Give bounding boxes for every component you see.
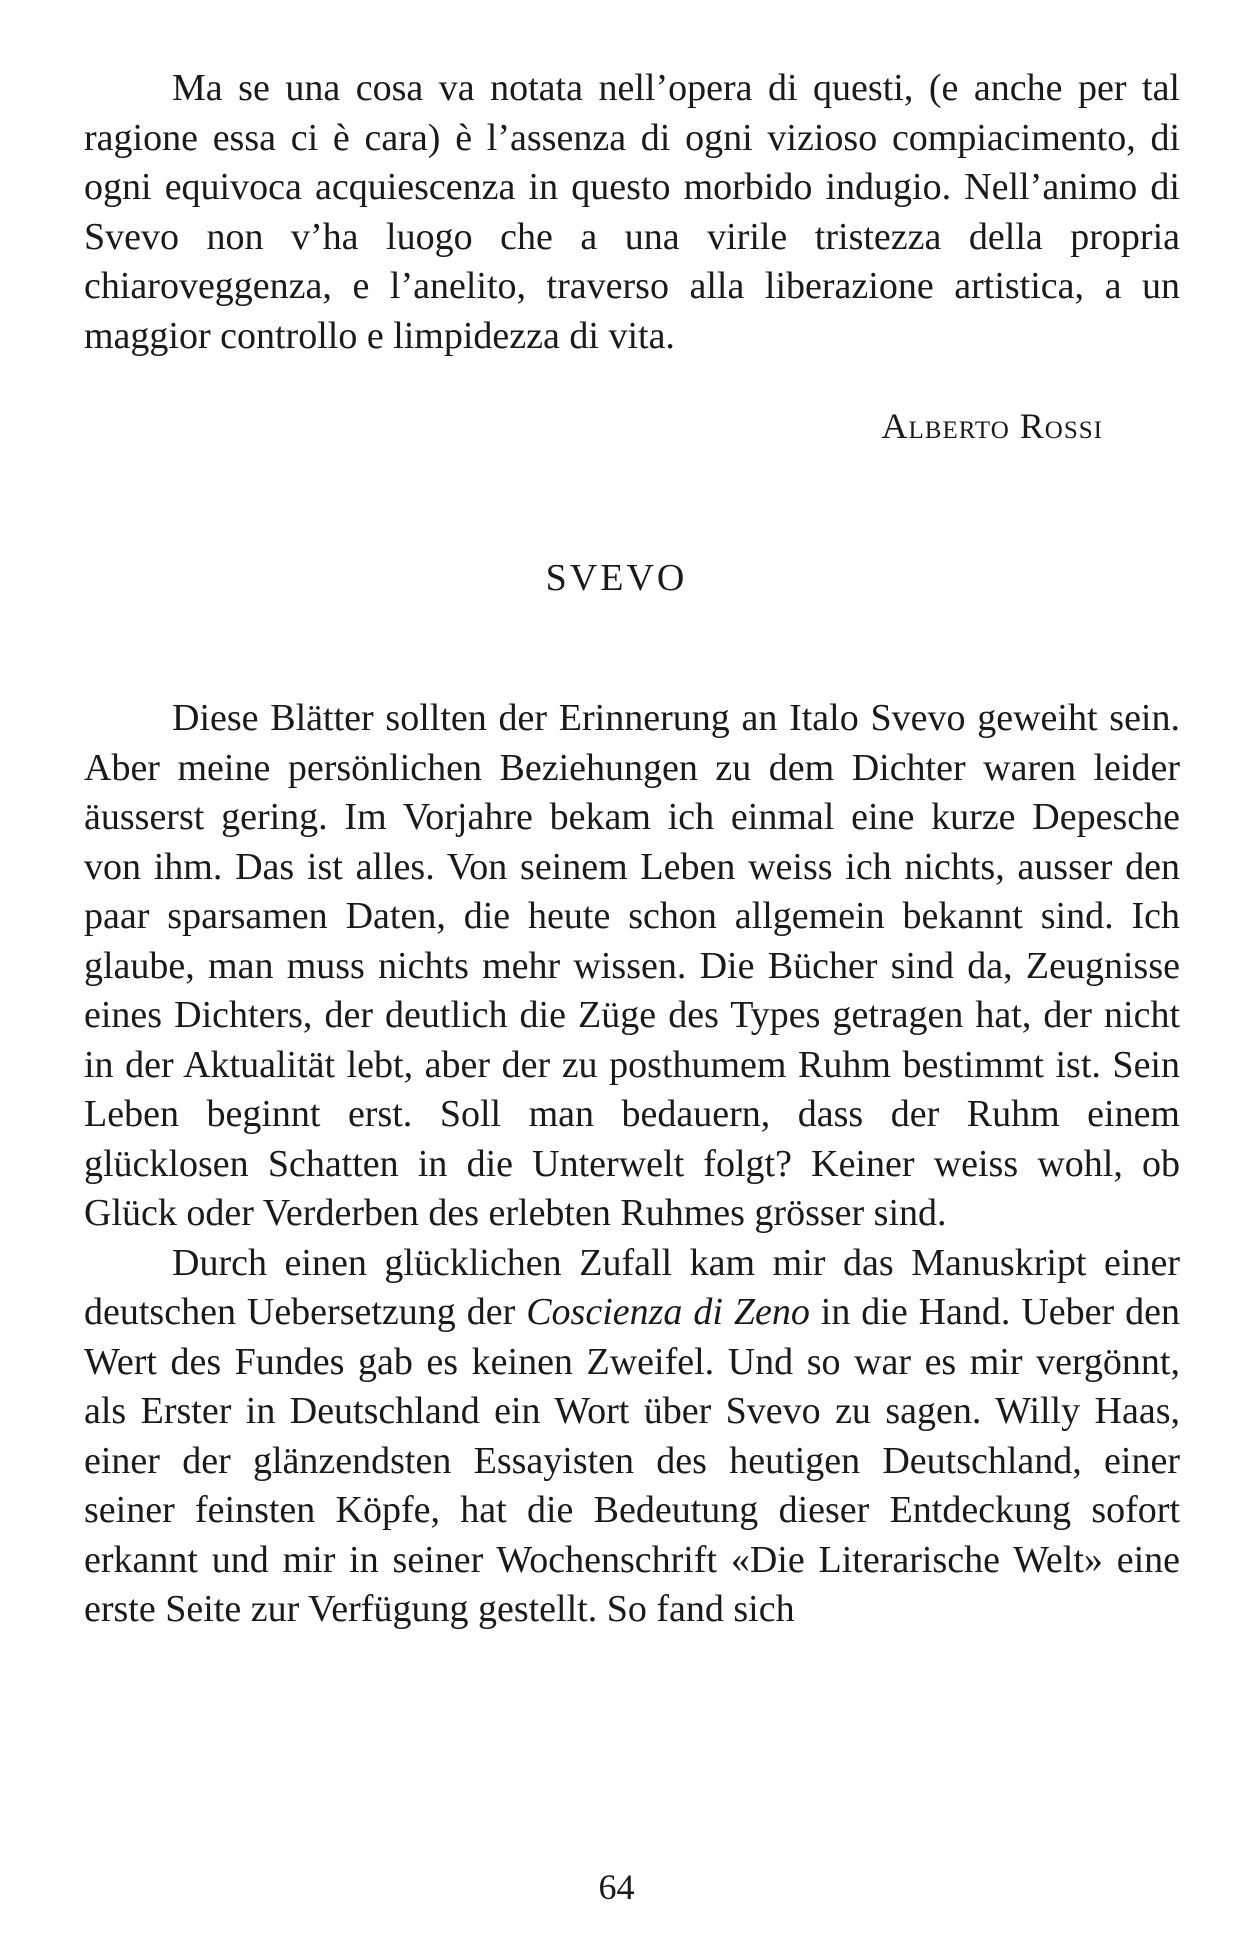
article-title: SVEVO [545,557,688,599]
closing-paragraph-block [84,64,1180,361]
paragraph-2-rest: in die Hand. Ueber den Wert des Fundes gab es keinen Zweifel. Und so war es mir vergönnt, als Erster in Deutschland ein Wort über Svevo zu sagen. Willy Haas, einer der glänzendsten Essayisten des heutigen Deutschland, einer seiner feinsten Köpfe, hat die Bedeutung dieser Entdeckung sofort erkannt und mir in seiner Wochenschrift «Die Literarische Welt» eine erste Seite zur Verfügung gestellt. So fand sich [84,1291,1180,1630]
author-signature: Alberto Rossi [881,406,1103,446]
paragraph-2-start: Durch einen glücklichen Zufall kam mir das Manuskript einer deutschen Uebersetzung der [84,1241,1180,1333]
page-number: 64 [598,1867,635,1907]
article-body [84,694,1180,1635]
article-paragraph-1: Diese Blätter sollten der Erinnerung an Italo Svevo geweiht sein. Aber meine persönlichen Beziehungen zu dem Dichter waren leider äusserst gering. Im Vorjahre bekam ich einmal eine kurze Depesche von ihm. Das ist alles. Von seinem Leben weiss ich nichts, ausser den paar sparsamen Daten, die heute schon allgemein bekannt sind. Ich glaube, man muss nichts mehr wissen. Die Bücher sind da, Zeugnisse eines Dichters, der deutlich die Züge des Types getragen hat, der nicht in der Aktualität lebt, aber der zu posthumem Ruhm bestimmt ist. Sein Leben beginnt erst. Soll man bedauern, dass der Ruhm einem glücklosen Schatten in die Unterwelt folgt? Keiner weiss wohl, ob Glück oder Verderben des erlebten Ruhmes grösser sind. [84,697,1180,1234]
book-title: Coscienza di Zeno [526,1291,810,1333]
article-paragraph-2 [84,1239,1180,1635]
closing-paragraph: Ma se una cosa va notata nell’opera di questi, (e anche per tal ragione essa ci è cara) è l’assenza di ogni vizioso compiacimento, di ogni equivoca acquiescenza in questo morbido indugio. Nell’animo di Svevo non v’ha luogo che a una virile tristezza della propria chiaroveggenza, e l’anelito, traverso alla liberazione artistica, a un maggior controllo e limpidezza di vita. [84,67,1180,357]
